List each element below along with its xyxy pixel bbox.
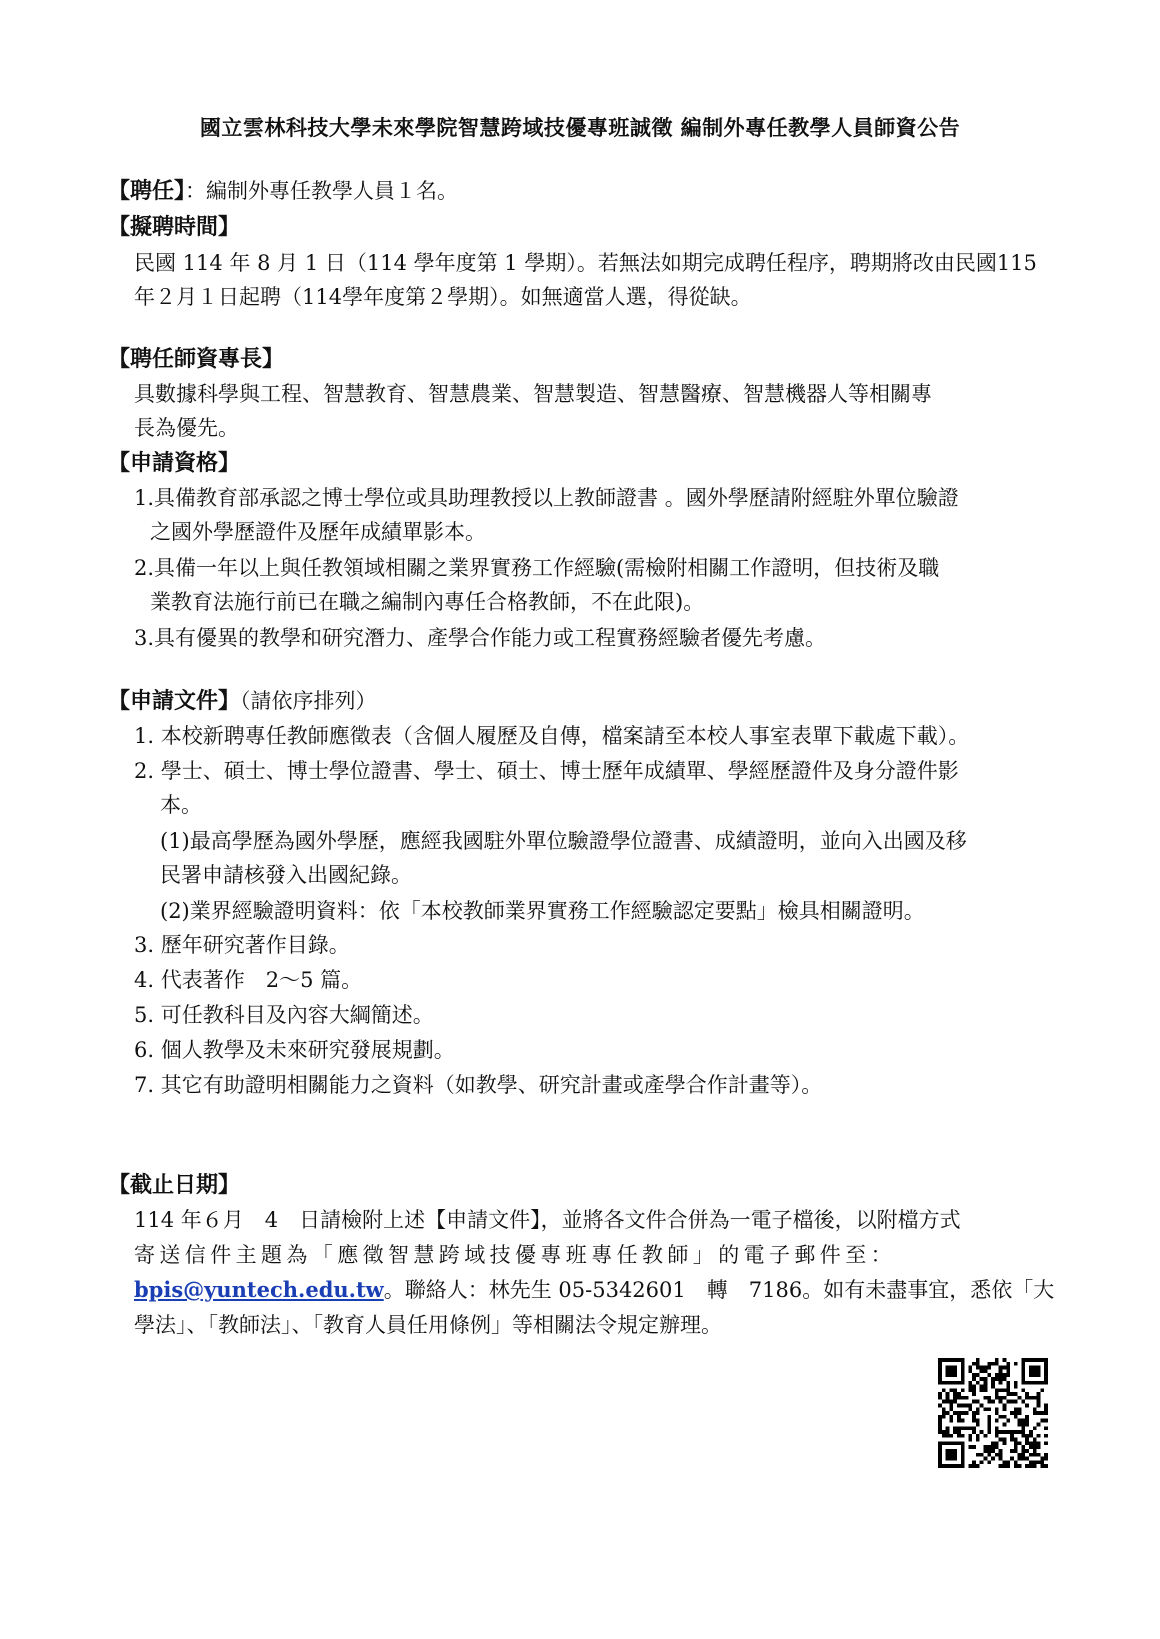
- contact-email-link[interactable]: bpis@yuntech.edu.tw: [134, 1277, 384, 1302]
- document-sub-item-1-line-2: 民署申請核發入出國紀錄。: [160, 863, 412, 887]
- document-item-3-text: 歷年研究著作目錄。: [160, 933, 350, 957]
- period-heading: 【擬聘時間】: [108, 214, 241, 240]
- document-item-1: [134, 721, 969, 751]
- document-item-5-number: 5.: [134, 1003, 155, 1027]
- hiring-row: [108, 176, 458, 206]
- document-item-2-number: 2.: [134, 759, 155, 783]
- qualification-item-2-line-2: 業教育法施行前已在職之編制內專任合格教師，不在此限)。: [150, 590, 705, 614]
- qr-code-icon: [938, 1358, 1048, 1468]
- document-item-7: [134, 1070, 822, 1100]
- document-item-3-number: 3.: [134, 933, 155, 957]
- deadline-line-2: 寄送信件主題為「應徵智慧跨域技優專班專任教師」的電子郵件至：: [134, 1243, 896, 1267]
- qualification-item-3-line-1: 3.具有優異的教學和研究潛力、產學合作能力或工程實務經驗者優先考慮。: [134, 626, 827, 650]
- document-item-2-text: 學士、碩士、博士學位證書、學士、碩士、博士歷年成績單、學經歷證件及身分證件影: [160, 759, 959, 783]
- document-item-1-number: 1.: [134, 724, 155, 748]
- document-item-2: [134, 756, 959, 786]
- document-sub-item-1-line-1: (1)最高學歷為國外學歷，應經我國駐外單位驗證學位證書、成績證明，並向入出國及移: [160, 829, 967, 853]
- qualification-item-1-line-2: 之國外學歷證件及歷年成績單影本。: [150, 520, 486, 544]
- qualification-item-2-line-1: 2.具備一年以上與任教領域相關之業界實務工作經驗(需檢附相關工作證明，但技術及職: [134, 556, 940, 580]
- document-item-5: [134, 1000, 434, 1030]
- documents-heading-row: [108, 686, 377, 716]
- document-item-6: [134, 1035, 455, 1065]
- document-item-3: [134, 930, 350, 960]
- document-item-6-number: 6.: [134, 1038, 155, 1062]
- document-item-4-number: 4.: [134, 968, 155, 992]
- document-item-7-text: 其它有助證明相關能力之資料（如教學、研究計畫或產學合作計畫等）。: [160, 1073, 823, 1097]
- deadline-line-3-text: 。聯絡人：林先生 05-5342601 轉 7186。如有未盡事宜，悉依「大: [383, 1278, 1055, 1302]
- page-title: 國立雲林科技大學未來學院智慧跨域技優專班誠徵 編制外專任教學人員師資公告: [199, 115, 961, 140]
- document-item-1-text: 本校新聘專任教師應徵表（含個人履歷及自傳，檔案請至本校人事室表單下載處下載）。: [160, 724, 970, 748]
- deadline-line-1: 114 年６月 4 日請檢附上述【申請文件】，並將各文件合併為一電子檔後，以附檔方式: [134, 1208, 961, 1232]
- document-item-2-line-2: 本。: [160, 793, 202, 817]
- qualifications-heading: 【申請資格】: [108, 450, 241, 476]
- documents-note: （請依序排列）: [240, 689, 377, 713]
- documents-heading: 【申請文件】: [108, 688, 241, 714]
- period-line-2: 年２月１日起聘（114學年度第２學期）。如無適當人選，得從缺。: [134, 285, 752, 309]
- document-item-4-text: 代表著作 2～5 篇。: [160, 968, 363, 992]
- expertise-line-2: 長為優先。: [134, 416, 239, 440]
- document-item-4: [134, 965, 362, 995]
- expertise-heading: 【聘任師資專長】: [108, 346, 285, 372]
- period-line-1: 民國 114 年 8 月 1 日（114 學年度第 1 學期）。若無法如期完成聘任程序，聘期將改由民國115: [134, 251, 1037, 275]
- deadline-line-3: [134, 1275, 1054, 1305]
- document-item-6-text: 個人教學及未來研究發展規劃。: [160, 1038, 455, 1062]
- hiring-text: ：編制外專任教學人員１名。: [185, 179, 459, 203]
- qualification-item-1-line-1: 1.具備教育部承認之博士學位或具助理教授以上教師證書 。國外學歷請附經駐外單位驗證: [134, 486, 959, 510]
- deadline-heading: 【截止日期】: [108, 1172, 241, 1198]
- expertise-line-1: 具數據科學與工程、智慧教育、智慧農業、智慧製造、智慧醫療、智慧機器人等相關專: [134, 382, 932, 406]
- hiring-heading: 【聘任】: [108, 178, 186, 204]
- deadline-line-4: 學法」、「教師法」、「教育人員任用條例」等相關法令規定辦理。: [134, 1313, 722, 1337]
- document-item-7-number: 7.: [134, 1073, 155, 1097]
- document-sub-item-2: (2)業界經驗證明資料：依「本校教師業界實務工作經驗認定要點」檢具相關證明。: [160, 899, 925, 923]
- document-item-5-text: 可任教科目及內容大綱簡述。: [160, 1003, 434, 1027]
